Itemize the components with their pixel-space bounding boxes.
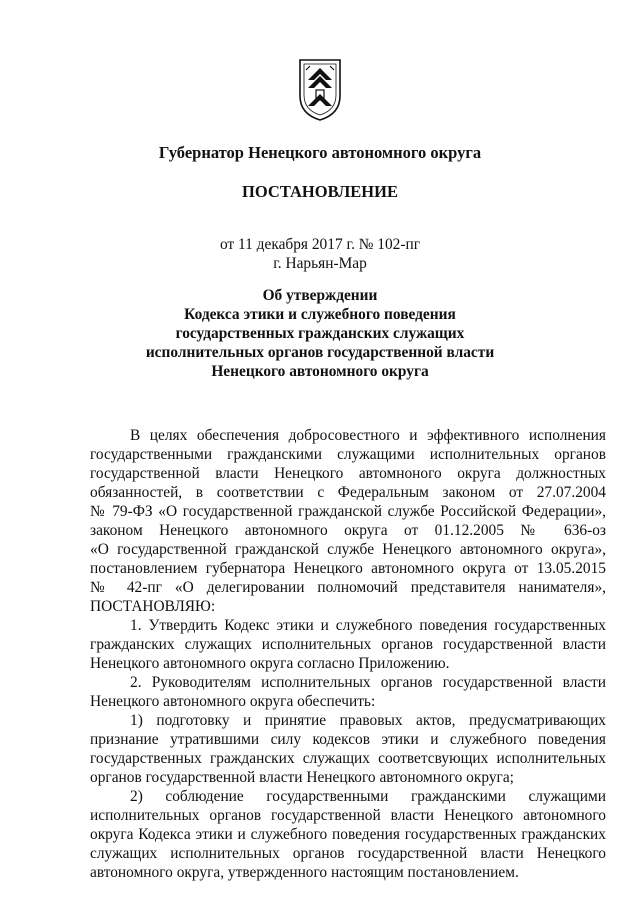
city: г. Нарьян-Мар xyxy=(273,255,367,272)
title-line: Кодекса этики и служебного поведения xyxy=(184,306,456,323)
body-line: гражданских служащих исполнительных органов государственной власти xyxy=(90,636,606,653)
body-line: служащих исполнительных органов государственной власти Ненецкого xyxy=(90,845,606,862)
body-line: исполнительных органов государственной власти Ненецкого автономного xyxy=(90,807,606,824)
body-line: признание утратившими силу кодексов этики и служебного поведения xyxy=(90,731,606,748)
issuing-authority: Губернатор Ненецкого автономного округа xyxy=(158,143,482,162)
body-line: № 42-пг «О делегировании полномочий представителя нанимателя», xyxy=(90,579,606,596)
body-line: постановлением губернатора Ненецкого автономного округа от 13.05.2015 xyxy=(90,560,606,577)
body-line: В целях обеспечения добросовестного и эффективного исполнения xyxy=(130,427,606,444)
body-line: 1. Утвердить Кодекс этики и служебного поведения государственных xyxy=(130,617,606,634)
document-type: ПОСТАНОВЛЕНИЕ xyxy=(242,182,398,201)
date-and-number: от 11 декабря 2017 г. № 102-пг xyxy=(219,236,421,253)
body-line: государственных гражданских служащих соответсвующих исполнительных xyxy=(90,750,606,767)
body-line: 2) соблюдение государственными гражданскими служащими xyxy=(130,788,606,805)
body-line: Ненецкого автономного округа согласно Приложению. xyxy=(90,655,450,672)
title-line: исполнительных органов государственной власти xyxy=(145,344,495,361)
title-line: государственных гражданских служащих xyxy=(175,325,465,342)
decree-word: ПОСТАНОВЛЯЮ: xyxy=(90,598,216,615)
body-line: органов государственной власти Ненецкого автономного округа; xyxy=(90,769,514,786)
body-line: государственной власти Ненецкого автомноного округа должностных xyxy=(90,465,606,482)
body-line: № 79-ФЗ «О государственной гражданской службе Российской Федерации», xyxy=(90,503,606,520)
coat-of-arms-emblem xyxy=(296,58,344,122)
body-line: государственными гражданскими служащими исполнительных органов xyxy=(90,446,606,463)
body-line: 1) подготовку и принятие правовых актов, предусматривающих xyxy=(130,712,606,729)
title-line: Об утверждении xyxy=(262,287,378,304)
body-line: «О государственной гражданской службе Ненецкого автономного округа», xyxy=(90,541,606,558)
title-line: Ненецкого автономного округа xyxy=(211,363,429,380)
body-line: округа Кодекса этики и служебного поведения государственных гражданских xyxy=(90,826,606,843)
body-line: автономного округа, утвержденного настоящим постановлением. xyxy=(90,864,519,881)
body-line: законом Ненецкого автономного округа от 01.12.2005 № 636-оз xyxy=(90,522,606,539)
body-line: 2. Руководителям исполнительных органов государственной власти xyxy=(130,674,606,691)
body-line: обязанностей, в соответствии с Федеральным законом от 27.07.2004 xyxy=(90,484,606,501)
body-line: Ненецкого автономного округа обеспечить: xyxy=(90,693,376,710)
